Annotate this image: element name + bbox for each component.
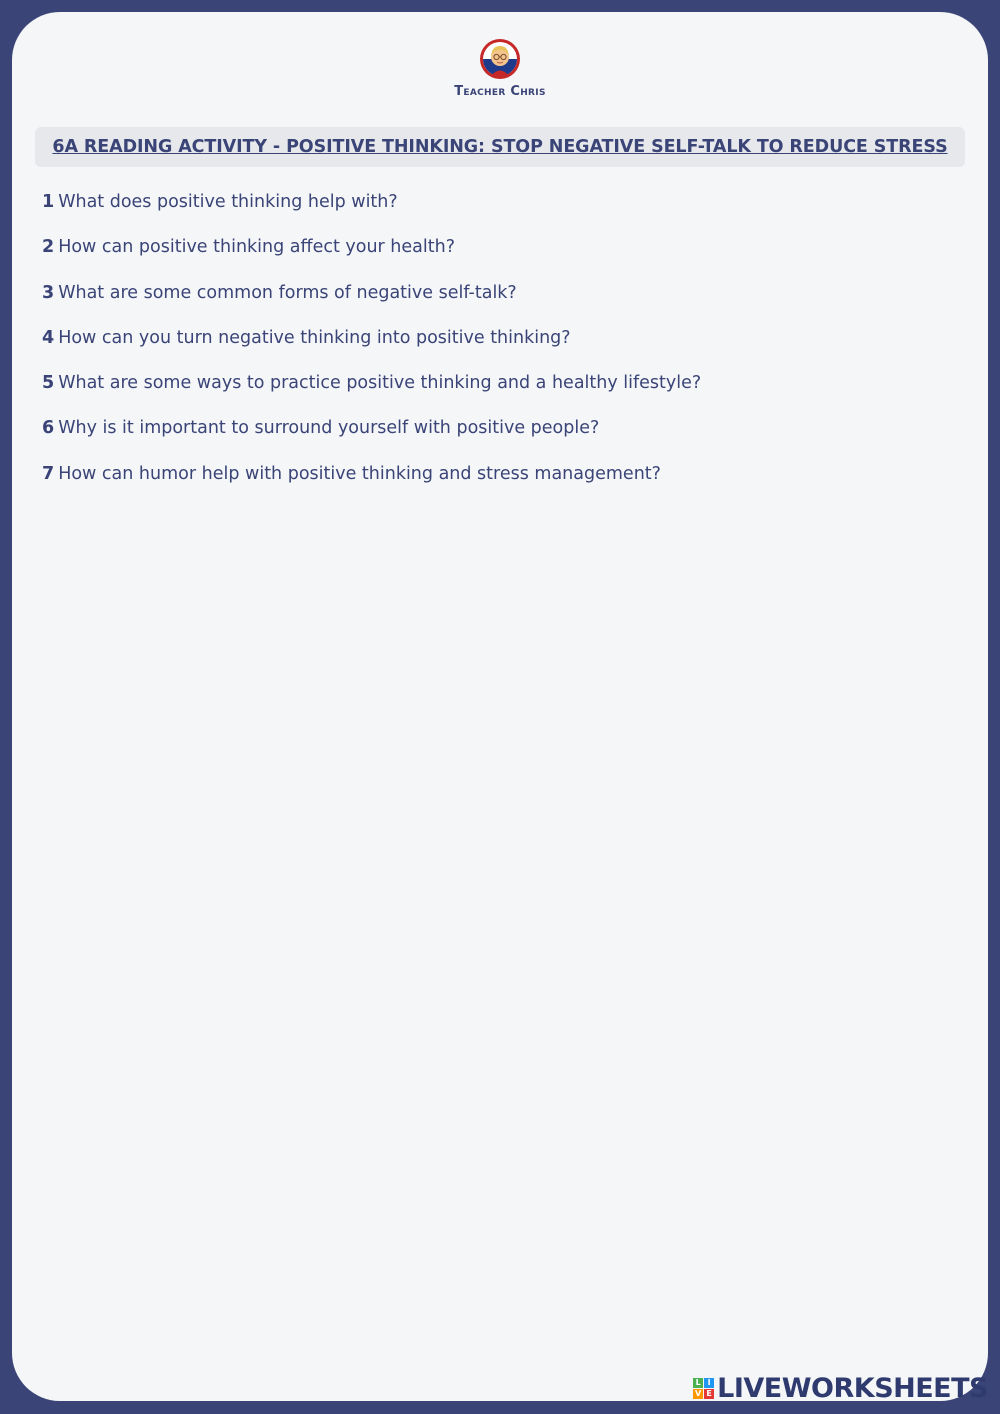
logo-letter-i: I	[704, 1378, 714, 1388]
question-item	[42, 368, 701, 413]
worksheet-page	[12, 12, 988, 1401]
question-item	[42, 459, 701, 504]
page-title: 6A READING ACTIVITY - POSITIVE THINKING: STOP NEGATIVE SELF-TALK TO REDUCE STRESS	[52, 137, 948, 157]
liveworksheets-logo-icon	[693, 1378, 714, 1399]
question-item	[42, 323, 701, 368]
question-item	[42, 413, 701, 458]
teacher-avatar-icon	[479, 38, 521, 80]
question-number: 4	[42, 327, 55, 348]
question-item	[42, 232, 701, 277]
logo-letter-v: V	[695, 1389, 702, 1398]
question-number: 6	[42, 418, 55, 439]
logo-letter-e: E	[704, 1389, 714, 1399]
question-list	[42, 187, 701, 504]
question-number: 2	[42, 237, 55, 258]
question-number: 1	[42, 192, 55, 212]
question-text: What are some common forms of negative self-talk?	[58, 282, 517, 303]
question-item	[42, 278, 701, 323]
question-number: 3	[42, 282, 55, 303]
question-number: 5	[42, 373, 55, 394]
logo-letter-l: L	[693, 1378, 703, 1388]
title-bar	[35, 127, 965, 167]
question-number: 7	[42, 463, 55, 484]
question-text: How can positive thinking affect your health?	[58, 237, 455, 258]
question-text: What does positive thinking help with?	[58, 192, 398, 212]
question-text: How can humor help with positive thinking and stress management?	[58, 463, 661, 484]
question-text: What are some ways to practice positive thinking and a healthy lifestyle?	[58, 373, 702, 394]
brand-name: Teacher Chris	[454, 84, 546, 99]
watermark-text: LIVEWORKSHEETS	[717, 1373, 988, 1404]
question-item	[42, 187, 701, 232]
question-text: How can you turn negative thinking into positive thinking?	[58, 327, 571, 348]
teacher-logo	[12, 38, 988, 99]
question-text: Why is it important to surround yourself with positive people?	[58, 418, 600, 439]
liveworksheets-watermark	[693, 1373, 988, 1404]
